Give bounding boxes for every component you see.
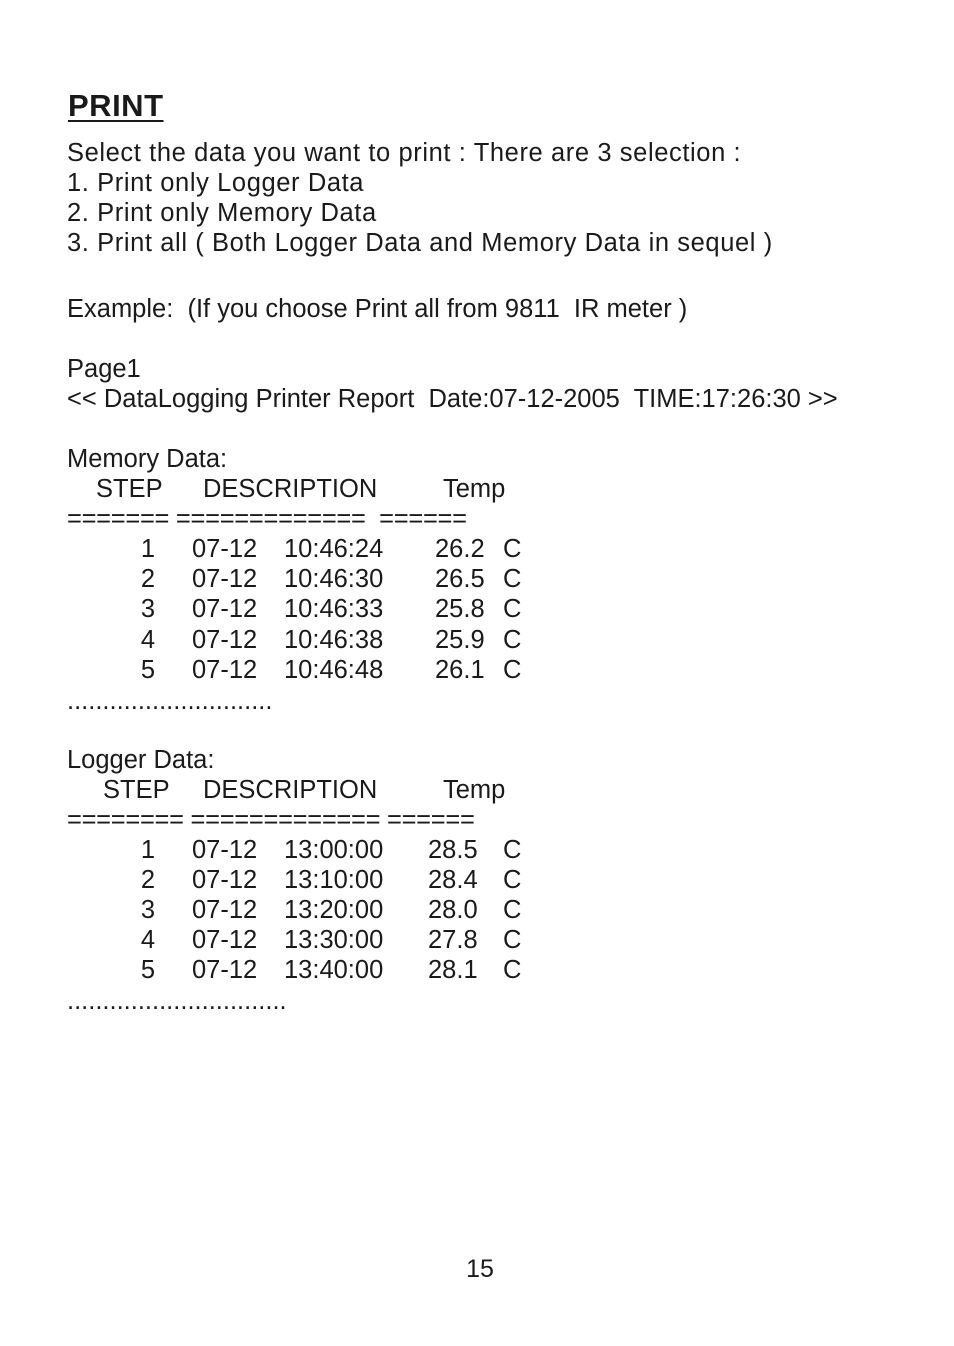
temp-cell: 28.4 — [428, 866, 478, 894]
temp-cell: 27.8 — [428, 926, 478, 954]
time-cell: 13:20:00 — [284, 896, 384, 924]
temp-cell: 25.9 — [435, 625, 485, 654]
memory-separator: ======= ============= ====== — [67, 505, 467, 533]
example-text: Example: (If you choose Print all from 9811 IR meter ) — [67, 295, 688, 323]
date-cell: 07-12 — [192, 535, 258, 563]
logger-section-title: Logger Data: — [67, 746, 215, 774]
option-item: 3. Print all ( Both Logger Data and Memory Data in sequel ) — [67, 229, 773, 257]
temp-cell: 28.1 — [428, 956, 478, 984]
step-cell: 4 — [140, 625, 155, 654]
date-cell: 07-12 — [192, 896, 258, 924]
temp-cell: 25.8 — [435, 595, 485, 624]
unit-cell: C — [503, 655, 522, 684]
page-number: 15 — [466, 1255, 494, 1283]
time-cell: 13:00:00 — [284, 836, 384, 864]
unit-cell: C — [503, 926, 522, 954]
date-cell: 07-12 — [192, 595, 258, 624]
step-cell: 2 — [140, 565, 155, 594]
unit-cell: C — [503, 866, 522, 894]
step-cell: 2 — [140, 866, 155, 894]
temp-cell: 26.1 — [435, 655, 485, 684]
date-cell: 07-12 — [192, 956, 258, 984]
time-cell: 13:40:00 — [284, 956, 384, 984]
time-cell: 10:46:33 — [284, 595, 384, 624]
date-cell: 07-12 — [192, 866, 258, 894]
time-cell: 10:46:48 — [284, 655, 384, 684]
memory-section-title: Memory Data: — [67, 445, 228, 473]
step-cell: 5 — [140, 655, 155, 684]
option-item: 2. Print only Memory Data — [67, 199, 377, 227]
step-cell: 4 — [140, 926, 155, 954]
date-cell: 07-12 — [192, 836, 258, 864]
step-cell: 3 — [140, 896, 155, 924]
temp-cell: 26.5 — [435, 565, 485, 594]
memory-ellipsis: ............................. — [67, 687, 273, 715]
memory-column-header-temp: Temp — [443, 475, 506, 503]
memory-column-header-description: DESCRIPTION — [203, 475, 378, 503]
time-cell: 13:10:00 — [284, 866, 384, 894]
unit-cell: C — [503, 625, 522, 654]
logger-ellipsis: ............................... — [67, 987, 287, 1015]
date-cell: 07-12 — [192, 655, 258, 684]
date-cell: 07-12 — [192, 625, 258, 654]
step-cell: 3 — [140, 595, 155, 624]
intro-text: Select the data you want to print : There are 3 selection : — [67, 139, 742, 167]
logger-column-header-step: STEP — [103, 776, 170, 804]
temp-cell: 28.5 — [428, 836, 478, 864]
option-item: 1. Print only Logger Data — [67, 169, 365, 197]
step-cell: 1 — [140, 836, 155, 864]
time-cell: 13:30:00 — [284, 926, 384, 954]
unit-cell: C — [503, 595, 522, 624]
time-cell: 10:46:38 — [284, 625, 384, 654]
unit-cell: C — [503, 956, 522, 984]
unit-cell: C — [503, 565, 522, 594]
temp-cell: 26.2 — [435, 535, 485, 563]
unit-cell: C — [503, 535, 522, 563]
logger-separator: ======== ============= ====== — [67, 806, 475, 834]
report-header: << DataLogging Printer Report Date:07-12-2005 TIME:17:26:30 >> — [67, 385, 838, 413]
unit-cell: C — [503, 896, 522, 924]
time-cell: 10:46:30 — [284, 565, 384, 594]
logger-column-header-temp: Temp — [443, 776, 506, 804]
unit-cell: C — [503, 836, 522, 864]
section-heading: PRINT — [68, 88, 164, 123]
step-cell: 1 — [140, 535, 155, 563]
step-cell: 5 — [140, 956, 155, 984]
report-page-label: Page1 — [67, 355, 141, 383]
temp-cell: 28.0 — [428, 896, 478, 924]
logger-column-header-description: DESCRIPTION — [203, 776, 378, 804]
time-cell: 10:46:24 — [284, 535, 384, 563]
date-cell: 07-12 — [192, 926, 258, 954]
date-cell: 07-12 — [192, 565, 258, 594]
memory-column-header-step: STEP — [96, 475, 163, 503]
